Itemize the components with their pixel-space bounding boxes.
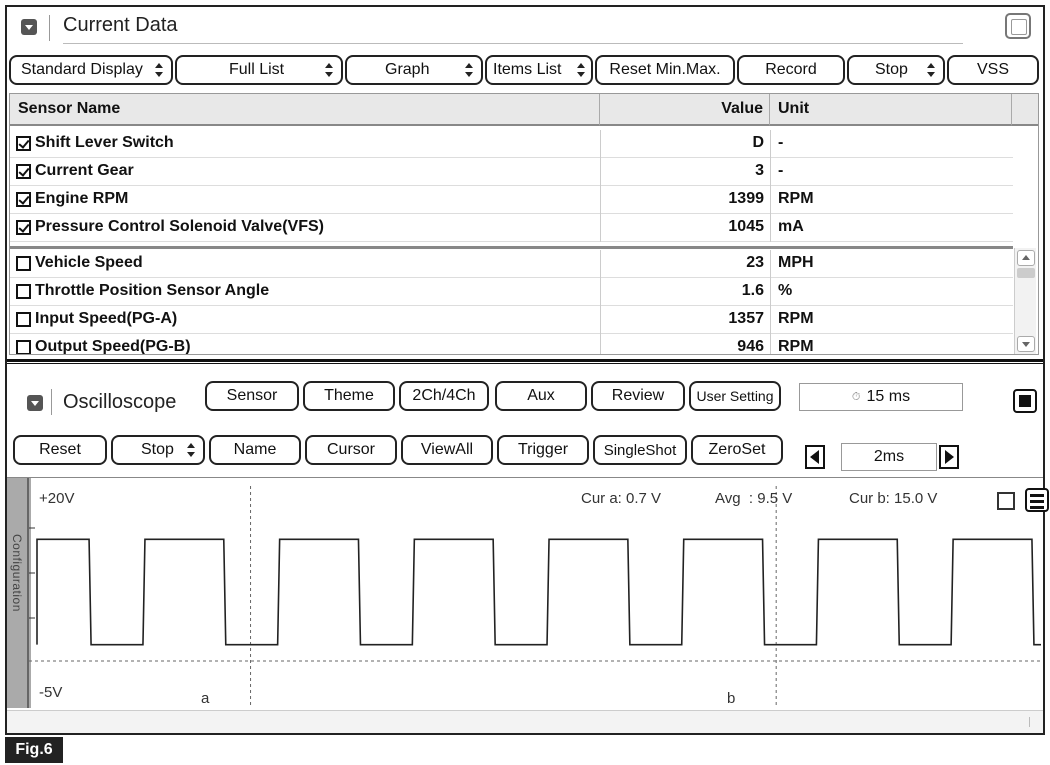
table-row[interactable] [10,278,1013,306]
sensor-value: 1399 [728,190,764,207]
panel-divider[interactable] [7,359,1043,364]
sensor-name-cell [16,162,134,180]
table-row[interactable] [10,186,1013,214]
waveform-canvas [29,478,1043,708]
column-header-sensor-name[interactable]: Sensor Name [10,94,600,126]
waveform-trace [37,539,1041,644]
spin-icon [325,63,333,77]
review-button[interactable] [591,381,685,411]
scope-menu-icon[interactable] [1025,488,1049,512]
sensor-unit: % [778,282,793,299]
trigger-button[interactable] [497,435,589,465]
aux-label: Aux [527,387,555,404]
row-checkbox[interactable] [16,136,31,151]
scope-stop-select[interactable] [111,435,205,465]
sensor-value: 1045 [728,218,764,235]
theme-button[interactable] [303,381,395,411]
name-label: Name [233,441,277,458]
view-all-button[interactable] [401,435,493,465]
header-separator [49,15,50,41]
stop-square-icon[interactable] [1013,389,1037,413]
sensor-name-cell [16,282,269,300]
timebase-decrease-icon[interactable] [805,445,825,469]
spin-icon [577,63,585,77]
scope-horizontal-scrollbar[interactable] [7,710,1043,733]
sensor-value: D [752,134,764,151]
scan-tool-window [5,5,1045,735]
standard-display-label: Standard Display [21,61,143,78]
sensor-name-cell [16,338,191,354]
row-checkbox[interactable] [16,256,31,271]
column-header-unit[interactable]: Unit [770,94,1012,126]
sensor-value: 946 [737,338,764,354]
graph-select[interactable] [345,55,483,85]
cursor-button[interactable] [305,435,397,465]
spin-icon [155,63,163,77]
row-checkbox[interactable] [16,284,31,299]
fixed-rows-separator [10,246,1013,249]
scope-option-checkbox[interactable] [997,492,1015,510]
stop-label: Stop [875,61,908,78]
configuration-tab[interactable] [7,478,29,708]
collapse-oscilloscope-icon[interactable] [27,395,43,411]
row-checkbox[interactable] [16,164,31,179]
figure-label: Fig.6 [5,737,63,763]
scroll-down-icon[interactable] [1017,336,1035,352]
theme-label: Theme [324,387,374,404]
sensor-name-cell [16,134,174,152]
sensor-button[interactable] [205,381,299,411]
table-row[interactable] [10,250,1013,278]
sample-time-value: 15 ms [866,388,911,405]
row-checkbox[interactable] [16,312,31,327]
row-checkbox[interactable] [16,340,31,355]
channel-mode-button[interactable] [399,381,489,411]
full-list-label: Full List [229,61,285,78]
cursor-a-readout: Cur a: 0.7 V [581,490,662,507]
sensor-unit: RPM [778,310,814,327]
reset-min-max-button[interactable] [595,55,735,85]
oscilloscope-title: Oscilloscope [63,391,177,413]
vss-button[interactable] [947,55,1039,85]
sensor-unit: - [778,134,784,151]
sensor-name-cell [16,190,128,208]
table-scrollbar[interactable] [1014,248,1036,354]
scope-view [7,477,1043,709]
view-all-label: ViewAll [420,441,474,458]
sensor-name: Pressure Control Solenoid Valve(VFS) [35,218,324,235]
standard-display-select[interactable] [9,55,173,85]
sensor-name: Engine RPM [35,190,129,207]
timebase-value: 2ms [873,448,905,465]
sensor-name-cell [16,310,177,328]
header-rule [63,43,963,44]
name-button[interactable] [209,435,301,465]
sensor-value: 23 [746,254,764,271]
sensor-name: Throttle Position Sensor Angle [35,282,270,299]
sensor-unit: - [778,162,784,179]
single-shot-label: SingleShot [603,441,677,459]
sensor-value: 1357 [728,310,764,327]
timebase-increase-icon[interactable] [939,445,959,469]
sample-time-display[interactable] [799,383,963,411]
scroll-thumb[interactable] [1017,268,1035,278]
table-row[interactable] [10,334,1013,354]
cursor-b-readout: Cur b: 15.0 V [849,490,938,507]
single-shot-button[interactable] [593,435,687,465]
sensor-table [9,93,1039,355]
waveform-plot[interactable] [29,478,1043,708]
sensor-name: Output Speed(PG-B) [35,338,191,354]
user-setting-button[interactable] [689,381,781,411]
graph-label: Graph [385,61,430,78]
reset-button[interactable] [13,435,107,465]
table-row[interactable] [10,214,1013,242]
cursor-b-label: b [727,690,736,707]
collapse-current-data-icon[interactable] [21,19,37,35]
sensor-label: Sensor [226,387,278,404]
scroll-up-icon[interactable] [1017,250,1035,266]
trigger-label: Trigger [517,441,569,458]
scale-bottom-label: -5V [39,684,63,701]
sensor-unit: RPM [778,190,814,207]
stop-select[interactable] [847,55,945,85]
scale-top-label: +20V [39,490,75,507]
table-row[interactable] [10,158,1013,186]
zero-set-button[interactable] [691,435,783,465]
user-setting-label: User Setting [696,388,774,404]
record-button[interactable] [737,55,845,85]
column-header-filler [1012,94,1038,126]
sensor-name-cell [16,218,324,236]
row-checkbox[interactable] [16,220,31,235]
sensor-name: Shift Lever Switch [35,134,174,151]
configuration-tab-label: Configuration [10,534,24,612]
spin-icon [465,63,473,77]
items-list-label: Items List [493,61,562,78]
sensor-name-cell [16,254,143,272]
reset-min-max-label: Reset Min.Max. [609,61,721,78]
review-label: Review [611,387,665,404]
sensor-name: Vehicle Speed [35,254,143,271]
spin-icon [927,63,935,77]
sensor-value: 3 [755,162,764,179]
table-row[interactable] [10,130,1013,158]
reset-label: Reset [39,441,81,458]
timer-icon: ⏱ [851,390,861,403]
full-list-select[interactable] [175,55,343,85]
sensor-unit: RPM [778,338,814,354]
channel-mode-label: 2Ch/4Ch [412,387,476,404]
header-separator [51,389,52,415]
sensor-unit: mA [778,218,804,235]
items-list-select[interactable] [485,55,593,85]
sensor-unit: MPH [778,254,814,271]
timebase-display [841,443,937,471]
record-label: Record [765,61,817,78]
maximize-icon[interactable] [1005,13,1031,39]
scope-stop-label: Stop [141,441,174,458]
average-readout: Avg : 9.5 V [715,490,793,507]
cursor-a-label: a [201,690,210,707]
current-data-title: Current Data [63,14,178,36]
zero-set-label: ZeroSet [708,441,766,458]
spin-icon [187,443,195,457]
sensor-name: Input Speed(PG-A) [35,310,178,327]
sensor-name: Current Gear [35,162,134,179]
current-data-header [7,7,1043,47]
vss-label: VSS [976,61,1009,78]
sensor-value: 1.6 [741,282,764,299]
cursor-label: Cursor [326,441,375,458]
column-header-value[interactable]: Value [600,94,770,126]
scroll-right-icon[interactable] [1029,717,1037,727]
row-checkbox[interactable] [16,192,31,207]
aux-button[interactable] [495,381,587,411]
table-row[interactable] [10,306,1013,334]
